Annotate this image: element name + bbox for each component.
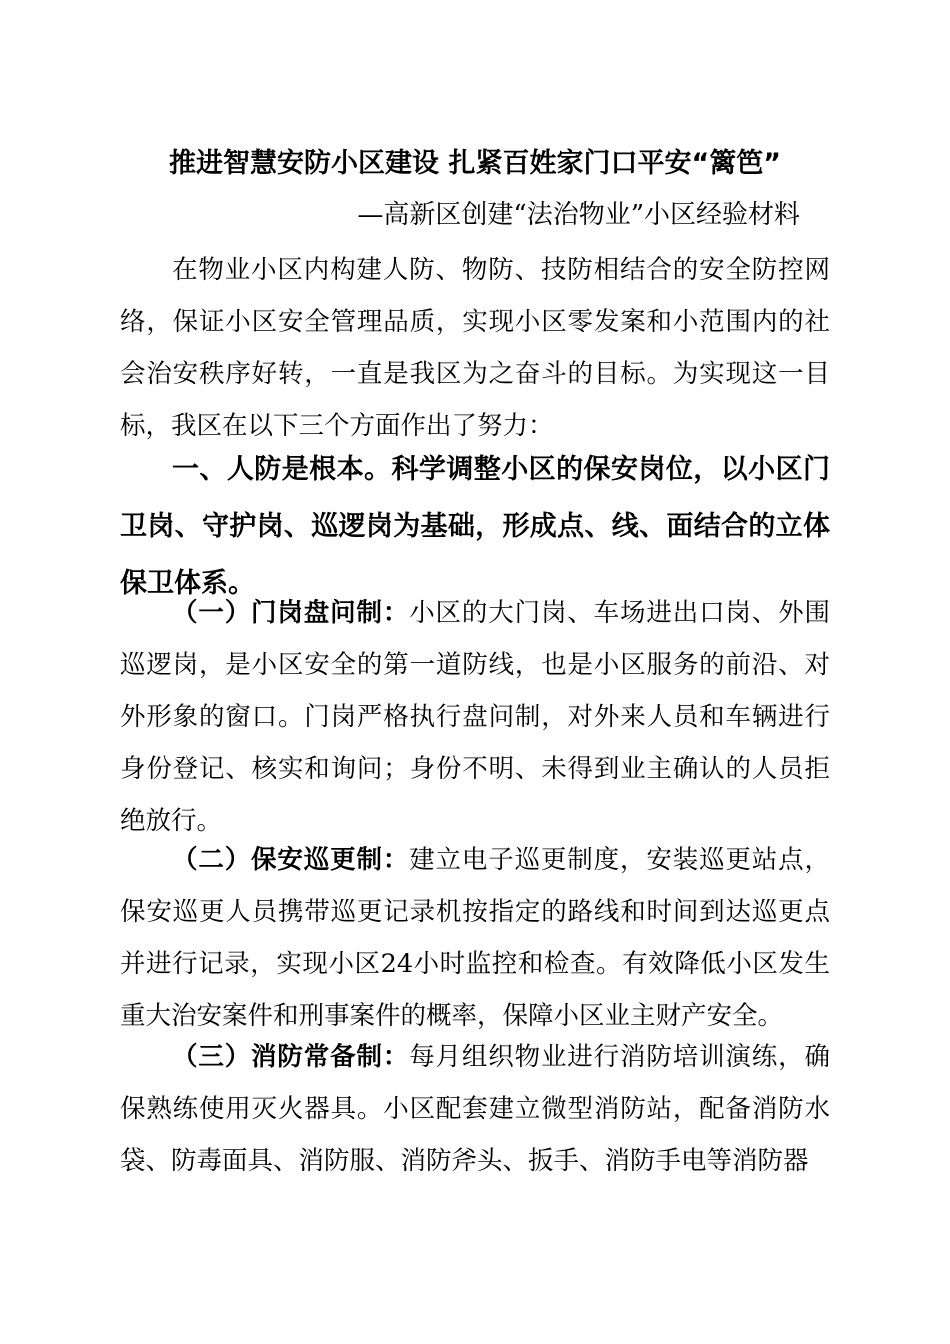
item-paragraph-1: [120, 587, 830, 847]
item-label-1: （一）门岗盘问制：: [172, 598, 410, 628]
item-paragraph-2: [120, 834, 830, 1042]
item-text-3: 每月组织物业进行消防培训演练，确保熟练使用灭火器具。小区配套建立微型消防站，配备消防水袋、防毒面具、消防服、消防斧头、扳手、消防手电等消防器: [120, 1042, 830, 1176]
item-paragraph-3: [120, 1031, 830, 1187]
item-label-2: （二）保安巡更制：: [172, 845, 410, 875]
document-title: 推进智慧安防小区建设 扎紧百姓家门口平安“篱笆”: [169, 148, 781, 179]
item-text-2: 建立电子巡更制度，安装巡更站点，保安巡更人员携带巡更记录机按指定的路线和时间到达巡更点并进行记录，实现小区24小时监控和检查。有效降低小区发生重大治安案件和刑事案件的概率，保障小区业主财产安全。: [120, 845, 830, 1031]
item-text-1: 小区的大门岗、车场进出口岗、外围巡逻岗，是小区安全的第一道防线，也是小区服务的前沿、对外形象的窗口。门岗严格执行盘问制，对外来人员和车辆进行身份登记、核实和询问；身份不明、未得到业主确认的人员拒绝放行。: [120, 598, 830, 836]
section-heading-1: 一、人防是根本。科学调整小区的保安岗位，以小区门卫岗、守护岗、巡逻岗为基础，形成点、线、面结合的立体保卫体系。: [120, 454, 830, 599]
item-label-3: （三）消防常备制：: [172, 1042, 410, 1072]
document-subtitle: —高新区创建“法治物业”小区经验材料: [357, 200, 800, 230]
intro-paragraph: 在物业小区内构建人防、物防、技防相结合的安全防控网络，保证小区安全管理品质，实现小区零发案和小范围内的社会治安秩序好转，一直是我区为之奋斗的目标。为实现这一目标，我区在以下三个方面作出了努力：: [120, 255, 830, 441]
